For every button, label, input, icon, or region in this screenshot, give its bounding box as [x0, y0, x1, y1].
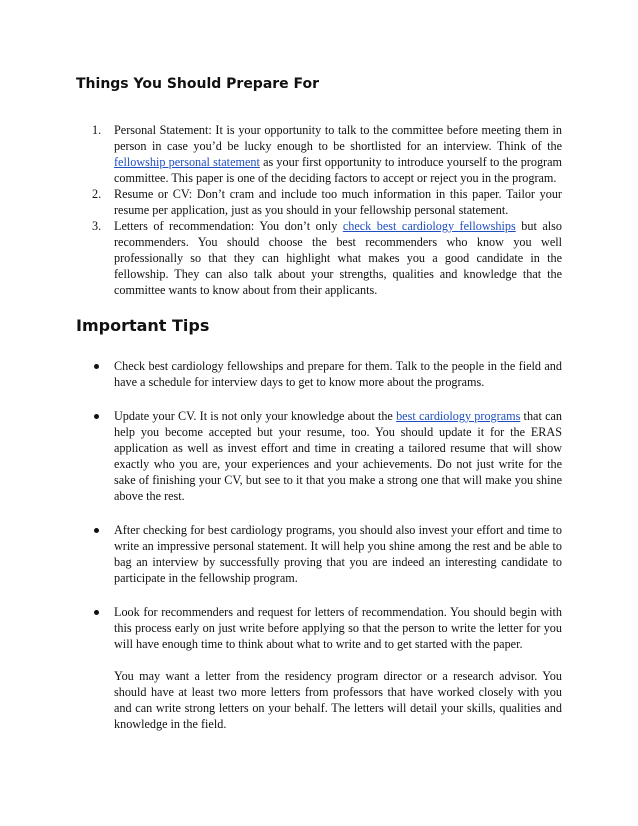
list-item: [92, 218, 562, 298]
fellowship-personal-statement-link[interactable]: fellowship personal statement: [114, 155, 260, 169]
bullet-icon: [94, 414, 99, 419]
bullet-icon: [94, 528, 99, 533]
bullet-icon: [94, 610, 99, 615]
item-text-continued: You may want a letter from the residency program director or a research advisor. You should have at least two more letters from professors that have worked closely with you and can write strong letters on your behalf. The letters will detail your skills, qualities and knowledge in the field.: [114, 669, 562, 731]
list-number: 2.: [92, 187, 102, 201]
list-item: [114, 408, 562, 504]
item-text: that can help you become accepted but your resume, too. You should update it for the ERAS application as well as invest effort and time in creating a tailored resume that will show exactly who you are, your experiences and your achievements. Do not just write for the sake of finishing your CV, but see to it that you make a strong one that will make you shine above the rest.: [114, 409, 562, 503]
check-best-cardiology-fellowships-link[interactable]: check best cardiology fellowships: [342, 219, 516, 233]
heading-important-tips: Important Tips: [76, 316, 210, 335]
item-text: Resume or CV: Don’t cram and include too much information in this paper. Tailor your resume per application, just as you should in your fellowship personal statement.: [114, 187, 562, 217]
bullet-list: [0, 358, 638, 732]
list-item: [92, 186, 562, 218]
item-text: After checking for best cardiology programs, you should also invest your effort and time to write an impressive personal statement. It will help you shine among the rest and be able to bag an interview by successfully proving that you are indeed an interesting candidate to participate in the fellowship program.: [114, 523, 562, 585]
item-text: Personal Statement: It is your opportunity to talk to the committee before meeting them in person in case you’d be lucky enough to be shortlisted for an interview. Think of the: [114, 123, 562, 153]
list-number: 3.: [92, 219, 102, 233]
list-number: 1.: [92, 123, 102, 137]
item-text: but also recommenders. You should choose the best recommenders who know you well professionally so that they can highlight what makes you a good candidate in the fellowship. They can also talk about your strengths, qualities and knowledge that the committee wants to know about from their applicants.: [114, 219, 562, 297]
list-item: [114, 522, 562, 586]
item-text: Check best cardiology fellowships and prepare for them. Talk to the people in the field and have a schedule for interview days to get to know more about the programs.: [114, 359, 562, 389]
item-text: Update your CV. It is not only your knowledge about the: [114, 409, 397, 423]
item-text: Look for recommenders and request for letters of recommendation. You should begin with this process early on just write before applying so that the person to write the letter for you will have enough time to think about what to write and to get started with the paper.: [114, 605, 562, 651]
list-item: [114, 604, 562, 732]
list-item: [114, 358, 562, 390]
heading-things-to-prepare: Things You Should Prepare For: [76, 76, 320, 92]
bullet-icon: [94, 364, 99, 369]
item-text: Letters of recommendation: You don’t only: [114, 219, 343, 233]
best-cardiology-programs-link[interactable]: best cardiology programs: [396, 409, 521, 423]
item-text: as your first opportunity to introduce yourself to the program committee. This paper is one of the deciding factors to accept or reject you in the program.: [114, 155, 562, 185]
list-item: [92, 122, 562, 186]
numbered-list: [0, 122, 638, 298]
